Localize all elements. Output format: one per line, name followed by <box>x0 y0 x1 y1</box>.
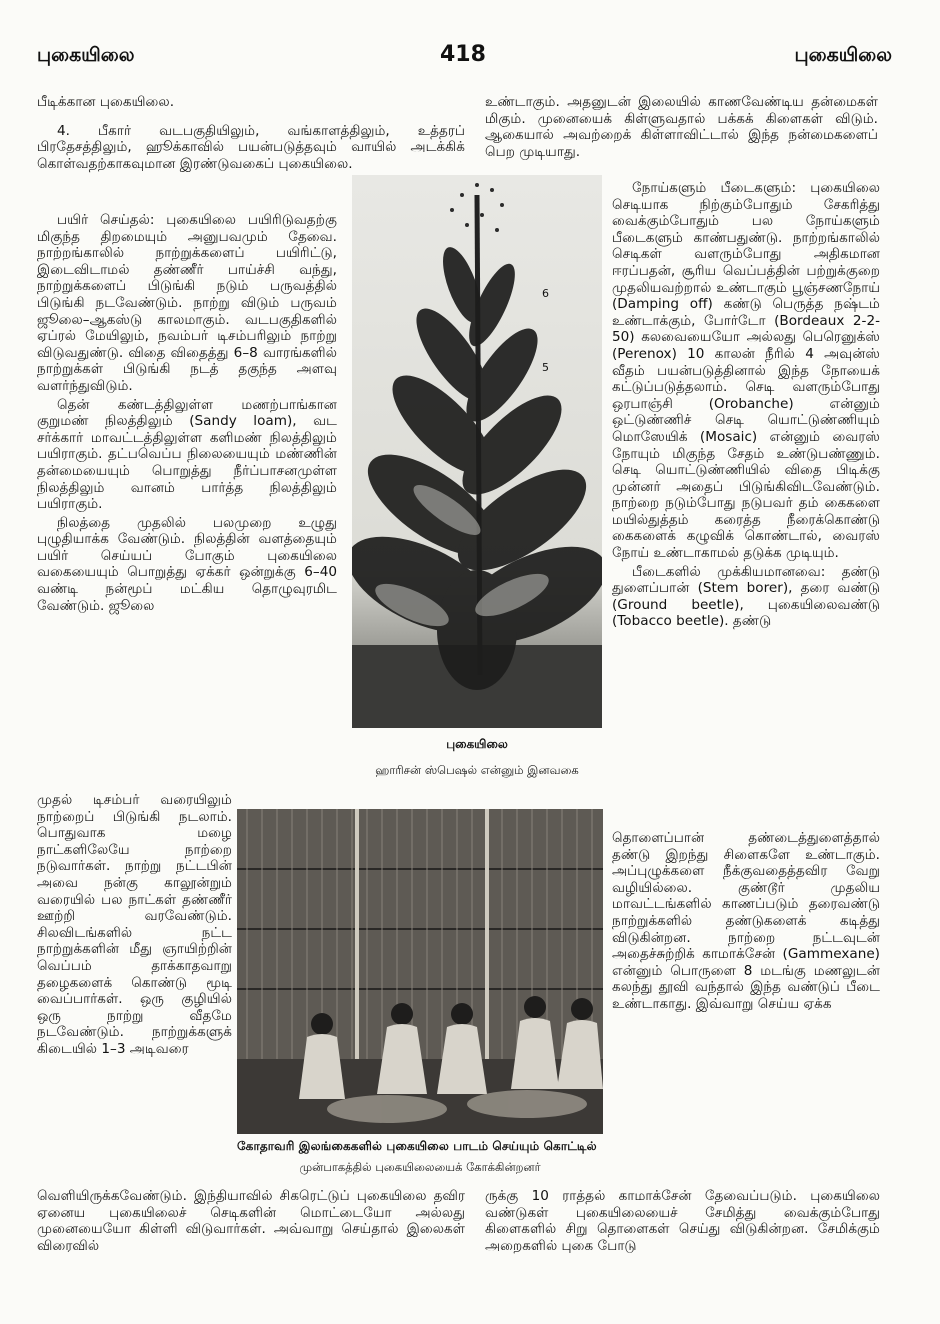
plant-figure-subcaption: ஹாரிசன் ஸ்பெஷல் என்னும் இனவகை <box>375 763 579 777</box>
paragraph-4: 4. பீகார் வடபகுதியிலும், வங்காளத்திலும், உத்தரப் பிரதேசத்திலும், ஹூக்காவில் பயன்படுத்தவும் வாயில் அடக்கிக் கொள்வதற்காகவுமான இரண்டுவகைப் புகையிலை. <box>37 122 465 172</box>
left-column-text <box>37 212 337 614</box>
cultivation-paragraph-4: முதல் டிசம்பர் வரையிலும் நாற்றைப் பிடுங்கி நடலாம். பொதுவாக மழை நாட்களிலேயே நாற்றை நடுவார்கள். நாற்று நட்டபின் அவை நன்கு காலூன்றும் வரையில் பல நாட்கள் தண்ணீர் ஊற்றி வரவேண்டும். சிலவிடங்களில் நட்ட நாற்றுக்களின் மீது ஞாயிற்றின் வெப்பம் தாக்காதவாறு தழைகளைக் கொண்டு மூடி வைப்பார்கள். ஒரு குழியில் ஒரு நாற்று வீதமே நடவேண்டும். நாற்றுக்களுக் கிடையில் 1–3 அடிவரை <box>37 792 232 1057</box>
top-right-text-block <box>485 94 878 160</box>
continued-paragraph: உண்டாகும். அதனுடன் இலையில் காணவேண்டிய தன்மைகள் மிகும். முனையைக் கிள்ளுவதால் பக்கக் கிளைகள் விடும். ஆகையால் அவற்றைக் கிள்ளாவிட்டால் இந்த நன்மைகளைப் பெற முடியாது. <box>485 94 878 160</box>
tobacco-plant-illustration <box>352 175 602 728</box>
running-header-right: புகையிலை <box>794 44 892 66</box>
bottom-right-paragraph: ருக்கு 10 ராத்தல் காமாக்சேன் தேவைப்படும். புகையிலை வண்டுகள் புகையிலையைச் சேமித்து வைக்கும்போது கிளைகளில் சிறு தொளைகள் செய்து விடுகின்றன. சேமிக்கும் அறைகளில் புகை போடு <box>485 1188 880 1254</box>
barn-figure-caption: கோதாவரி இலங்கைகளில் புகையிலை பாடம் செய்யும் கொட்டில் <box>237 1139 597 1153</box>
pests-paragraph-2: பீடைகளில் முக்கியமானவை: தண்டு துளைப்பான் (Stem borer), தரை வண்டு (Ground beetle), புகையிலைவண்டு (Tobacco beetle). தண்டு <box>612 563 880 630</box>
right-column-text-lower <box>612 830 880 1013</box>
cultivation-paragraph-3: நிலத்தை முதலில் பலமுறை உழுது புழுதியாக்க வேண்டும். நிலத்தின் வளத்தையும் பயிர் செய்யப் போகும் புகையிலை வகையையும் பொறுத்து ஏக்கர் ஒன்றுக்கு 6–40 வண்டி நன்மூப் மட்கிய தொழுவுரமிட வேண்டும். ஜூலை <box>37 514 337 614</box>
right-column-text <box>612 180 880 630</box>
bottom-left-paragraph: வெளியிருக்கவேண்டும். இந்தியாவில் சிகரெட்டுப் புகையிலை தவிர ஏனைய புகையிலைச் செடிகளின் மொட்டையோ அல்லது முனையையோ கிள்ளி விடுவார்கள். அவ்வாறு செய்தால் இலைகள் விரைவில் <box>37 1188 465 1254</box>
plant-marker-b: 6 <box>542 287 549 300</box>
curing-barn-photo <box>237 809 603 1134</box>
curing-barn-illustration <box>237 809 603 1134</box>
pests-paragraph-1: நோய்களும் பீடைகளும்: புகையிலை செடியாக நிற்கும்போதும் சேகரித்து வைக்கும்போதும் பல நோய்களும் பீடைகளும் காண்பதுண்டு. நாற்றங்காலில் செடிகள் வளரும்போது அதிகமான ஈரப்பதன், சூரிய வெப்பத்தின் பற்றுக்குறை முதலியவற்றால் உண்டாகும் பூஞ்சணநோய் (Damping off) கண்டு பெருத்த நஷ்டம் உண்டாக்கும், போர்டோ (Bordeaux 2-2-50) கலவையையோ அல்லது பெரெனுக்ஸ் (Perenox) 10 காலன் நீரில் 4 அவுன்ஸ் வீதம் பயன்படுத்தினால் இந்த நோயைக் கட்டுப்படுத்தலாம். செடி வளரும்போது ஒரபாஞ்சி (Orobanche) என்னும் ஒட்டுண்ணிச் செடி யொட்டுண்ணியும் மொஸேயிக் (Mosaic) என்னும் வைரஸ் நோயும் மிகுந்த சேதம் உண்டுபண்ணும். செடி யொட்டுண்ணியில் விதை பிடிக்கு முன்னர் அதைப் பிடுங்கிவிடவேண்டும். நாற்றை நடும்போது நடுபவர் தம் கைகளை மயில்துத்தம் கரைத்த நீரைக்கொண்டு கைகளைக் கழுவிக் கொண்டால், வைரஸ் நோய் உண்டாகாமல் தடுக்க முடியும். <box>612 180 880 562</box>
tobacco-plant-photo <box>352 175 602 728</box>
cultivation-paragraph-1: பயிர் செய்தல்: புகையிலை பயிரிடுவதற்கு மிகுந்த திறமையும் அனுபவமும் தேவை. நாற்றங்காலில் நாற்றுக்களைப் பயிரிட்டு, இடைவிடாமல் தண்ணீர் பாய்ச்சி வந்து, நாற்றுக்களைப் பிடுங்கி நடும் பருவத்தில் பிடுங்கி நடவேண்டும். நாற்று விடும் பருவம் ஜூலை–ஆகஸ்டு காலமாகும். வடபகுதிகளில் ஏப்ரல் மேயிலும், நவம்பர் டிசம்பரிலும் நாற்று விடுவதுண்டு. விதை விதைத்து 6–8 வாரங்களில் நாற்றுக்கள் பிடுங்கி நடத் தகுந்த அளவு வளர்ந்துவிடும். <box>37 212 337 394</box>
plant-marker-5: 5 <box>542 361 549 374</box>
page-number: 418 <box>440 42 486 67</box>
pests-paragraph-3: தொளைப்பான் தண்டைத்துளைத்தால் தண்டு இறந்து சிளைகளே உண்டாகும். அப்புழுக்களை நீக்குவதைத்தவிர வேறு வழியில்லை. குண்டூர் முதலிய மாவட்டங்களில் காணப்படும் தரைவண்டு நாற்றுக்களில் தண்டுகளைக் கடித்து விடுகின்றன. நாற்றை நட்டவுடன் அதைச்சுற்றிக் காமாக்சேன் (Gammexane) என்னும் பொருளை 8 மடங்கு மணலுடன் கலந்து தூவி வந்தால் இந்த வண்டுப் பீடை உண்டாகாது. இவ்வாறு செய்ய ஏக்க <box>612 830 880 1012</box>
continued-line: பீடிக்கான புகையிலை. <box>37 94 175 110</box>
bottom-right-text <box>485 1188 880 1254</box>
plant-figure-caption: புகையிலை <box>446 737 508 751</box>
running-header-left: புகையிலை <box>37 44 135 66</box>
barn-figure-subcaption: முன்பாகத்தில் புகையிலையைக் கோக்கின்றனர் <box>299 1160 541 1174</box>
left-column-text-lower <box>37 792 232 1058</box>
cultivation-paragraph-2: தென் கண்டத்திலுள்ள மணற்பாங்கான குறுமண் நிலத்திலும் (Sandy loam), வட சர்க்கார் மாவட்டத்திலுள்ள களிமண் நிலத்திலும் பயிராகும். தட்பவெப்ப நிலையையும் மண்ணின் தன்மையையும் பொறுத்து நீர்ப்பாசனமுள்ள நிலத்திலும் வானம் பார்த்த நிலத்திலும் பயிராகும். <box>37 396 337 513</box>
top-left-text-block <box>37 94 465 172</box>
bottom-left-text <box>37 1188 465 1254</box>
